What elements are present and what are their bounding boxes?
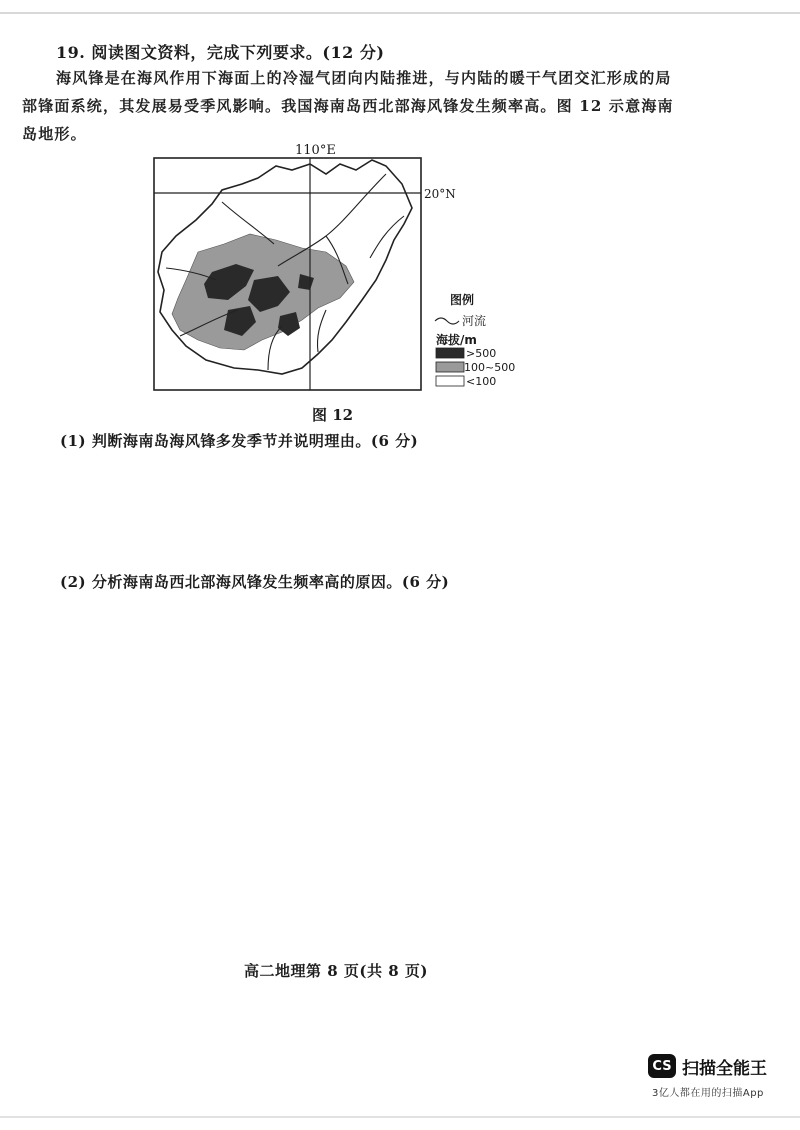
legend-label-high: >500 <box>466 347 497 360</box>
scanner-tagline: 3亿人都在用的扫描App <box>652 1088 764 1099</box>
legend-label-mid: 100~500 <box>464 361 516 374</box>
figure-caption: 图 12 <box>312 406 354 424</box>
question-header: 19. 阅读图文资料，完成下列要求。(12 分) <box>56 43 385 62</box>
sub-question-2: (2) 分析海南岛西北部海风锋发生频率高的原因。(6 分) <box>60 573 450 591</box>
legend-elevation-title: 海拔/m <box>436 333 477 347</box>
hainan-terrain-map <box>150 140 530 398</box>
legend-river-symbol <box>435 318 459 324</box>
legend-swatch-high <box>436 348 464 358</box>
legend-label-low: <100 <box>466 375 497 388</box>
map-legend <box>435 292 515 388</box>
legend-swatch-mid <box>436 362 464 372</box>
top-border-line <box>0 12 800 14</box>
sub-question-1: (1) 判断海南岛海风锋多发季节并说明理由。(6 分) <box>60 432 419 450</box>
scanner-app-name: 扫描全能王 <box>682 1059 767 1079</box>
legend-river-label: 河流 <box>462 314 487 328</box>
camscanner-logo-icon: CS <box>648 1054 676 1078</box>
page-footer: 高二地理第 8 页(共 8 页) <box>244 962 428 980</box>
legend-title: 图例 <box>450 293 475 307</box>
question-intro: 海风锋是在海风作用下海面上的冷湿气团向内陆推进，与内陆的暖干气团交汇形成的局部锋面系统，其发展易受季风影响。我国海南岛西北部海风锋发生频率高。图 12 示意海南岛地形。 <box>22 69 674 143</box>
latitude-label: 20°N <box>424 187 456 201</box>
longitude-label: 110°E <box>295 143 336 158</box>
bottom-border-line <box>0 1116 800 1118</box>
legend-swatch-low <box>436 376 464 386</box>
